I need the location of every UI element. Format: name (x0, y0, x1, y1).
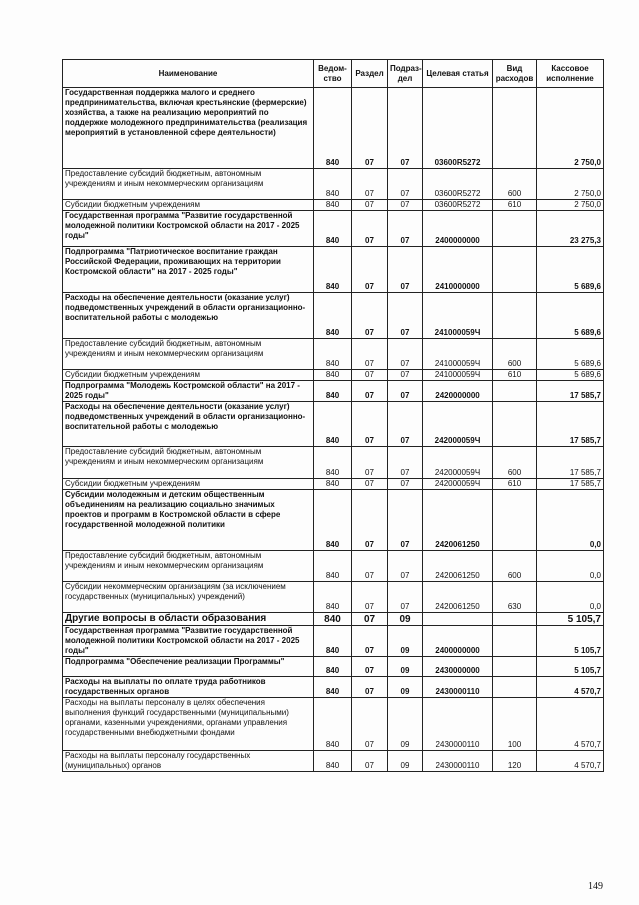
row-amount: 5 689,6 (537, 370, 604, 381)
row-expense-type: 100 (493, 698, 537, 751)
row-expense-type (493, 247, 537, 293)
row-target: 2430000000 (423, 657, 493, 677)
row-name: Государственная программа "Развитие государственной молодежной политики Костромской области на 2017 - 2025 годы" (63, 626, 314, 657)
table-row (63, 613, 604, 626)
row-expense-type: 120 (493, 751, 537, 772)
row-section: 07 (352, 402, 388, 447)
row-dept: 840 (314, 479, 352, 490)
table-row (63, 381, 604, 402)
row-subsection: 07 (388, 551, 423, 582)
table-row (63, 88, 604, 169)
row-expense-type: 610 (493, 370, 537, 381)
table-row (63, 370, 604, 381)
row-subsection: 07 (388, 247, 423, 293)
row-name: Субсидии бюджетным учреждениям (63, 370, 314, 381)
row-expense-type: 600 (493, 339, 537, 370)
row-target: 2420061250 (423, 490, 493, 551)
row-amount: 5 689,6 (537, 247, 604, 293)
row-expense-type (493, 88, 537, 169)
row-name: Расходы на выплаты персоналу государственных (муниципальных) органов (63, 751, 314, 772)
row-subsection: 07 (388, 490, 423, 551)
row-amount: 5 105,7 (537, 626, 604, 657)
row-dept: 840 (314, 582, 352, 613)
row-subsection: 07 (388, 169, 423, 200)
table-row (63, 247, 604, 293)
row-subsection: 07 (388, 582, 423, 613)
row-section: 07 (352, 88, 388, 169)
row-subsection: 09 (388, 677, 423, 698)
row-amount: 17 585,7 (537, 479, 604, 490)
row-name: Государственная поддержка малого и среднего предпринимательства, включая крестьянские (фермерские) хозяйства, а также на реализацию мероприятий по поддержке молодежного предпринимательства (реализация мероприятий в установленной сфере деятельности) (63, 88, 314, 169)
header-subsection: Подраз-дел (388, 60, 423, 88)
row-name: Субсидии бюджетным учреждениям (63, 479, 314, 490)
row-dept: 840 (314, 88, 352, 169)
table-body (63, 88, 604, 772)
row-section: 07 (352, 339, 388, 370)
row-target: 2430000110 (423, 677, 493, 698)
row-dept: 840 (314, 677, 352, 698)
row-amount: 2 750,0 (537, 88, 604, 169)
row-expense-type: 600 (493, 169, 537, 200)
row-expense-type: 600 (493, 447, 537, 479)
row-target: 2420061250 (423, 582, 493, 613)
header-cash: Кассовое исполнение (537, 60, 604, 88)
header-expense-type: Вид расходов (493, 60, 537, 88)
row-name: Подпрограмма "Молодежь Костромской области" на 2017 - 2025 годы" (63, 381, 314, 402)
row-amount: 17 585,7 (537, 381, 604, 402)
page-number: 149 (588, 881, 603, 892)
row-section: 07 (352, 626, 388, 657)
row-subsection: 07 (388, 88, 423, 169)
row-expense-type (493, 381, 537, 402)
row-section: 07 (352, 751, 388, 772)
row-expense-type (493, 402, 537, 447)
row-target: 03600R5272 (423, 88, 493, 169)
table-row (63, 582, 604, 613)
row-dept: 840 (314, 613, 352, 626)
row-subsection: 09 (388, 657, 423, 677)
row-amount: 0,0 (537, 551, 604, 582)
row-name: Расходы на выплаты по оплате труда работников государственных органов (63, 677, 314, 698)
header-section: Раздел (352, 60, 388, 88)
row-subsection: 07 (388, 211, 423, 247)
row-dept: 840 (314, 200, 352, 211)
row-dept: 840 (314, 247, 352, 293)
row-section: 07 (352, 698, 388, 751)
row-section: 07 (352, 370, 388, 381)
row-amount: 2 750,0 (537, 169, 604, 200)
row-dept: 840 (314, 211, 352, 247)
row-section: 07 (352, 479, 388, 490)
row-subsection: 07 (388, 200, 423, 211)
row-target: 241000059Ч (423, 339, 493, 370)
row-target (423, 613, 493, 626)
row-expense-type: 610 (493, 200, 537, 211)
row-section: 07 (352, 677, 388, 698)
table-row (63, 751, 604, 772)
budget-table (62, 59, 604, 772)
row-subsection: 07 (388, 402, 423, 447)
row-amount: 0,0 (537, 582, 604, 613)
row-dept: 840 (314, 626, 352, 657)
header-target: Целевая статья (423, 60, 493, 88)
row-section: 07 (352, 582, 388, 613)
table-row (63, 677, 604, 698)
table-row (63, 200, 604, 211)
row-target: 241000059Ч (423, 370, 493, 381)
row-amount: 4 570,7 (537, 751, 604, 772)
row-amount: 5 105,7 (537, 613, 604, 626)
row-expense-type (493, 211, 537, 247)
row-target: 242000059Ч (423, 447, 493, 479)
row-expense-type: 630 (493, 582, 537, 613)
row-amount: 4 570,7 (537, 677, 604, 698)
row-amount: 2 750,0 (537, 200, 604, 211)
row-target: 242000059Ч (423, 402, 493, 447)
row-target: 2430000110 (423, 751, 493, 772)
row-expense-type: 600 (493, 551, 537, 582)
row-name: Государственная программа "Развитие государственной молодежной политики Костромской области на 2017 - 2025 годы" (63, 211, 314, 247)
row-amount: 5 689,6 (537, 293, 604, 339)
table-row (63, 402, 604, 447)
row-subsection: 07 (388, 370, 423, 381)
row-target: 2410000000 (423, 247, 493, 293)
row-subsection: 07 (388, 293, 423, 339)
row-section: 07 (352, 381, 388, 402)
row-section: 07 (352, 613, 388, 626)
table-row (63, 447, 604, 479)
table-row (63, 490, 604, 551)
row-target: 2420061250 (423, 551, 493, 582)
row-dept: 840 (314, 370, 352, 381)
row-subsection: 07 (388, 339, 423, 370)
row-expense-type (493, 657, 537, 677)
row-subsection: 09 (388, 626, 423, 657)
row-target: 242000059Ч (423, 479, 493, 490)
row-target: 2420000000 (423, 381, 493, 402)
row-amount: 5 689,6 (537, 339, 604, 370)
row-name: Предоставление субсидий бюджетным, автономным учреждениям и иным некоммерческим организациям (63, 169, 314, 200)
row-section: 07 (352, 293, 388, 339)
table-row (63, 657, 604, 677)
row-section: 07 (352, 447, 388, 479)
row-dept: 840 (314, 339, 352, 370)
table-row (63, 551, 604, 582)
table-row (63, 169, 604, 200)
row-section: 07 (352, 200, 388, 211)
table-row (63, 698, 604, 751)
row-name: Субсидии бюджетным учреждениям (63, 200, 314, 211)
row-subsection: 09 (388, 698, 423, 751)
row-name: Другие вопросы в области образования (63, 613, 314, 626)
row-subsection: 07 (388, 447, 423, 479)
row-name: Предоставление субсидий бюджетным, автономным учреждениям и иным некоммерческим организациям (63, 339, 314, 370)
table-row (63, 211, 604, 247)
header-dept: Ведом-ство (314, 60, 352, 88)
row-name: Расходы на выплаты персоналу в целях обеспечения выполнения функций государственными (муниципальными) органами, казенными учреждениями, органами управления государственными внебюджетными фондами (63, 698, 314, 751)
row-dept: 840 (314, 293, 352, 339)
row-expense-type (493, 613, 537, 626)
row-target: 2400000000 (423, 626, 493, 657)
row-dept: 840 (314, 447, 352, 479)
row-expense-type (493, 490, 537, 551)
row-expense-type (493, 626, 537, 657)
row-section: 07 (352, 551, 388, 582)
row-expense-type (493, 677, 537, 698)
row-dept: 840 (314, 551, 352, 582)
row-target: 03600R5272 (423, 200, 493, 211)
row-subsection: 07 (388, 479, 423, 490)
row-subsection: 09 (388, 613, 423, 626)
row-target: 241000059Ч (423, 293, 493, 339)
row-dept: 840 (314, 490, 352, 551)
row-dept: 840 (314, 751, 352, 772)
row-name: Субсидии некоммерческим организациям (за исключением государственных (муниципальных) учреждений) (63, 582, 314, 613)
row-amount: 5 105,7 (537, 657, 604, 677)
row-dept: 840 (314, 657, 352, 677)
row-amount: 17 585,7 (537, 402, 604, 447)
row-expense-type (493, 293, 537, 339)
row-expense-type: 610 (493, 479, 537, 490)
row-subsection: 07 (388, 381, 423, 402)
row-section: 07 (352, 169, 388, 200)
table-header-row (63, 60, 604, 88)
table-row (63, 479, 604, 490)
table-row (63, 339, 604, 370)
row-amount: 23 275,3 (537, 211, 604, 247)
row-section: 07 (352, 247, 388, 293)
row-name: Подпрограмма "Обеспечение реализации Программы" (63, 657, 314, 677)
row-dept: 840 (314, 698, 352, 751)
row-dept: 840 (314, 381, 352, 402)
table-row (63, 293, 604, 339)
row-section: 07 (352, 657, 388, 677)
row-name: Предоставление субсидий бюджетным, автономным учреждениям и иным некоммерческим организациям (63, 447, 314, 479)
row-amount: 17 585,7 (537, 447, 604, 479)
row-target: 03600R5272 (423, 169, 493, 200)
row-name: Подпрограмма "Патриотическое воспитание граждан Российской Федерации, проживающих на территории Костромской области" на 2017 - 2025 годы" (63, 247, 314, 293)
row-amount: 4 570,7 (537, 698, 604, 751)
row-name: Предоставление субсидий бюджетным, автономным учреждениям и иным некоммерческим организациям (63, 551, 314, 582)
row-dept: 840 (314, 402, 352, 447)
row-target: 2430000110 (423, 698, 493, 751)
row-name: Субсидии молодежным и детским общественным объединениям на реализацию социально значимых проектов и программ в Костромской области в сфере государственной молодежной политики (63, 490, 314, 551)
row-dept: 840 (314, 169, 352, 200)
row-name: Расходы на обеспечение деятельности (оказание услуг) подведомственных учреждений в области организационно-воспитательной работы с молодежью (63, 293, 314, 339)
row-section: 07 (352, 490, 388, 551)
row-subsection: 09 (388, 751, 423, 772)
row-name: Расходы на обеспечение деятельности (оказание услуг) подведомственных учреждений в области организационно-воспитательной работы с молодежью (63, 402, 314, 447)
header-name: Наименование (63, 60, 314, 88)
table-row (63, 626, 604, 657)
row-target: 2400000000 (423, 211, 493, 247)
row-amount: 0,0 (537, 490, 604, 551)
row-section: 07 (352, 211, 388, 247)
